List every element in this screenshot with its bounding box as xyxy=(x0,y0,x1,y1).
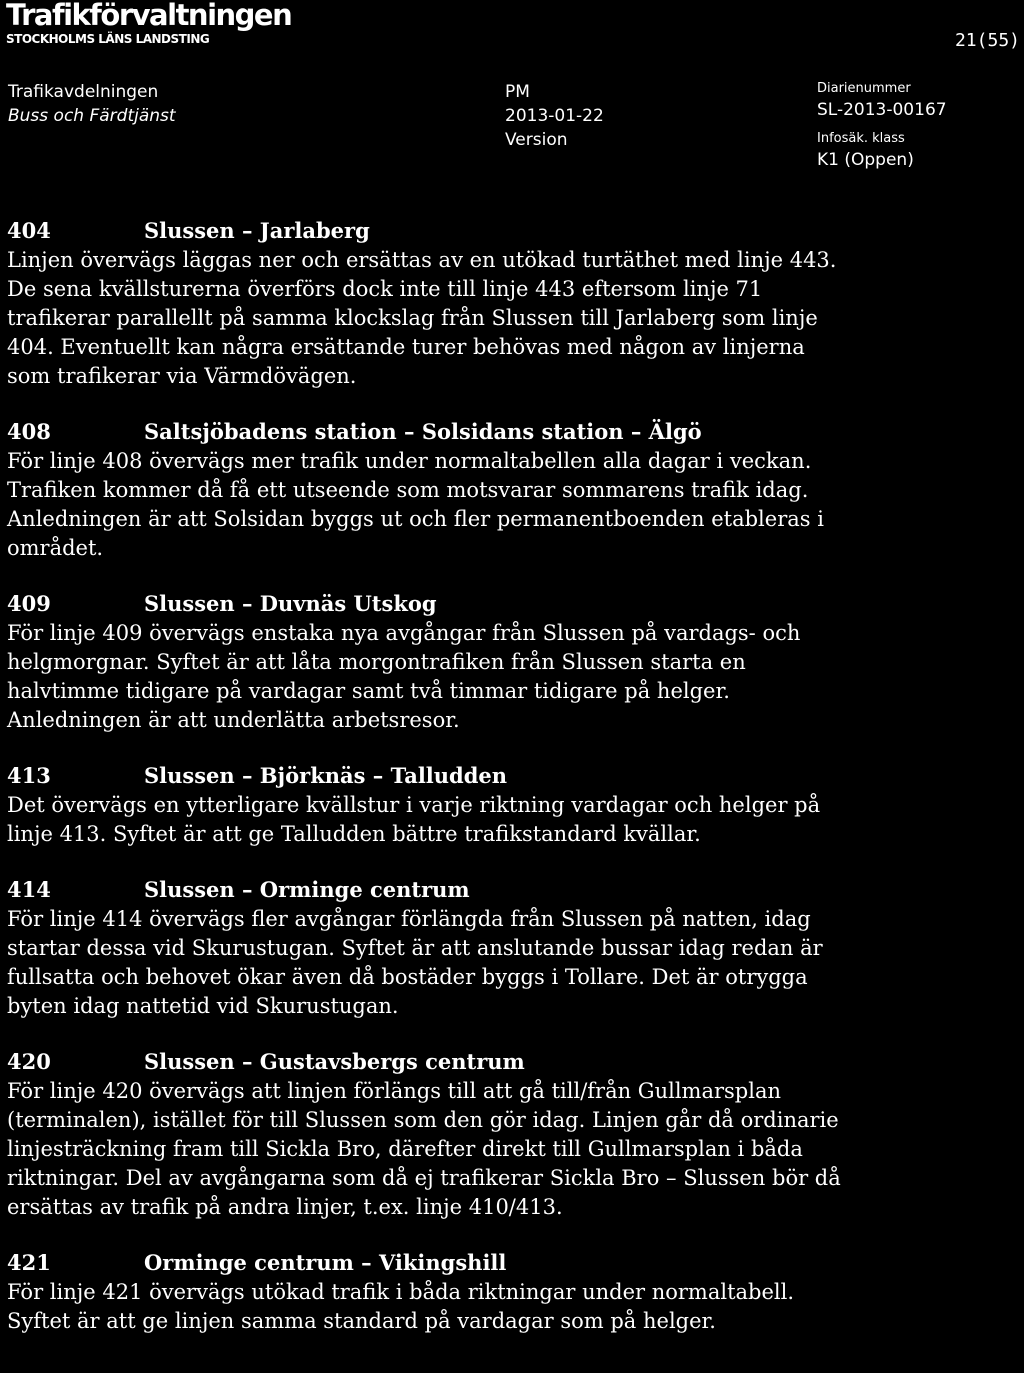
section-heading xyxy=(7,875,847,905)
meta-department xyxy=(8,80,176,128)
route-number: 421 xyxy=(7,1250,51,1275)
class-label: Infosäk. klass xyxy=(817,131,905,146)
section-body: För linje 420 övervägs att linjen förlängs till att gå till/från Gullmarsplan (terminalen), istället för till Slussen som den gör idag. Linjen går då ordinarie linjesträckning fram till Sickla Bro, därefter direkt till Gullmarsplan i båda riktningar. Del av avgångarna som då ej trafikerar Sickla Bro – Slussen bör då ersättas av trafik på andra linjer, t.ex. linje 410/413. xyxy=(7,1079,841,1219)
route-number: 408 xyxy=(7,419,51,444)
doc-date: 2013-01-22 xyxy=(505,106,604,126)
page-number: 21(55) xyxy=(954,30,1020,51)
section-heading xyxy=(7,1047,847,1077)
route-sections xyxy=(7,216,847,1362)
route-title: Orminge centrum – Vikingshill xyxy=(144,1250,507,1275)
section-body: För linje 408 övervägs mer trafik under normaltabellen alla dagar i veckan. Trafiken kommer då få ett utseende som motsvarar sommarens trafik idag. Anledningen är att Solsidan byggs ut och fler permanentboenden etableras i området. xyxy=(7,449,824,560)
section-heading xyxy=(7,216,847,246)
route-title: Slussen – Gustavsbergs centrum xyxy=(144,1049,525,1074)
section-body: Linjen övervägs läggas ner och ersättas av en utökad turtäthet med linje 443. De sena kvällsturerna överförs dock inte till linje 443 eftersom linje 71 trafikerar parallellt på samma klockslag från Slussen till Jarlaberg som linje 404. Eventuellt kan några ersättande turer behövas med någon av linjerna som trafikerar via Värmdövägen. xyxy=(7,248,837,388)
section-heading xyxy=(7,417,847,447)
diary-label: Diarienummer xyxy=(817,81,911,96)
version-label: Version xyxy=(505,130,568,150)
doc-type: PM xyxy=(505,82,530,102)
route-section xyxy=(7,875,847,1021)
route-number: 414 xyxy=(7,877,51,902)
route-title: Slussen – Björknäs – Talludden xyxy=(144,763,508,788)
org-subtitle: STOCKHOLMS LÄNS LANDSTING xyxy=(6,32,210,46)
meta-document xyxy=(505,80,604,152)
org-logo xyxy=(6,0,291,46)
diary-number: SL-2013-00167 xyxy=(817,100,947,120)
org-name: Trafikförvaltningen xyxy=(6,0,292,32)
section-body: För linje 414 övervägs fler avgångar förlängda från Slussen på natten, idag startar dessa vid Skurustugan. Syftet är att anslutande bussar idag redan är fullsatta och behovet ökar även då bostäder byggs i Tollare. Det är otrygga byten idag nattetid vid Skurustugan. xyxy=(7,907,823,1018)
route-section xyxy=(7,1248,847,1336)
route-section xyxy=(7,589,847,735)
route-number: 413 xyxy=(7,763,51,788)
route-number: 409 xyxy=(7,591,51,616)
section-body: För linje 421 övervägs utökad trafik i båda riktningar under normaltabell. Syftet är att ge linjen samma standard på vardagar som på helger. xyxy=(7,1280,795,1333)
route-title: Slussen – Orminge centrum xyxy=(144,877,470,902)
route-section xyxy=(7,761,847,849)
department: Trafikavdelningen xyxy=(8,82,159,102)
unit: Buss och Färdtjänst xyxy=(8,106,176,126)
route-section xyxy=(7,1047,847,1222)
section-heading xyxy=(7,761,847,791)
route-number: 404 xyxy=(7,218,51,243)
section-body: Det övervägs en ytterligare kvällstur i varje riktning vardagar och helger på linje 413. Syftet är att ge Talludden bättre trafikstandard kvällar. xyxy=(7,793,821,846)
meta-registry xyxy=(817,80,947,172)
section-heading xyxy=(7,1248,847,1278)
section-body: För linje 409 övervägs enstaka nya avgångar från Slussen på vardags- och helgmorgnar. Syftet är att låta morgontrafiken från Slussen starta en halvtimme tidigare på vardagar samt två timmar tidigare på helger. Anledningen är att underlätta arbetsresor. xyxy=(7,621,801,732)
route-section xyxy=(7,216,847,391)
section-heading xyxy=(7,589,847,619)
route-section xyxy=(7,417,847,563)
route-title: Slussen – Jarlaberg xyxy=(144,218,370,243)
route-title: Slussen – Duvnäs Utskog xyxy=(144,591,437,616)
route-title: Saltsjöbadens station – Solsidans station – Älgö xyxy=(144,419,702,444)
class-value: K1 (Oppen) xyxy=(817,150,914,170)
route-number: 420 xyxy=(7,1049,51,1074)
